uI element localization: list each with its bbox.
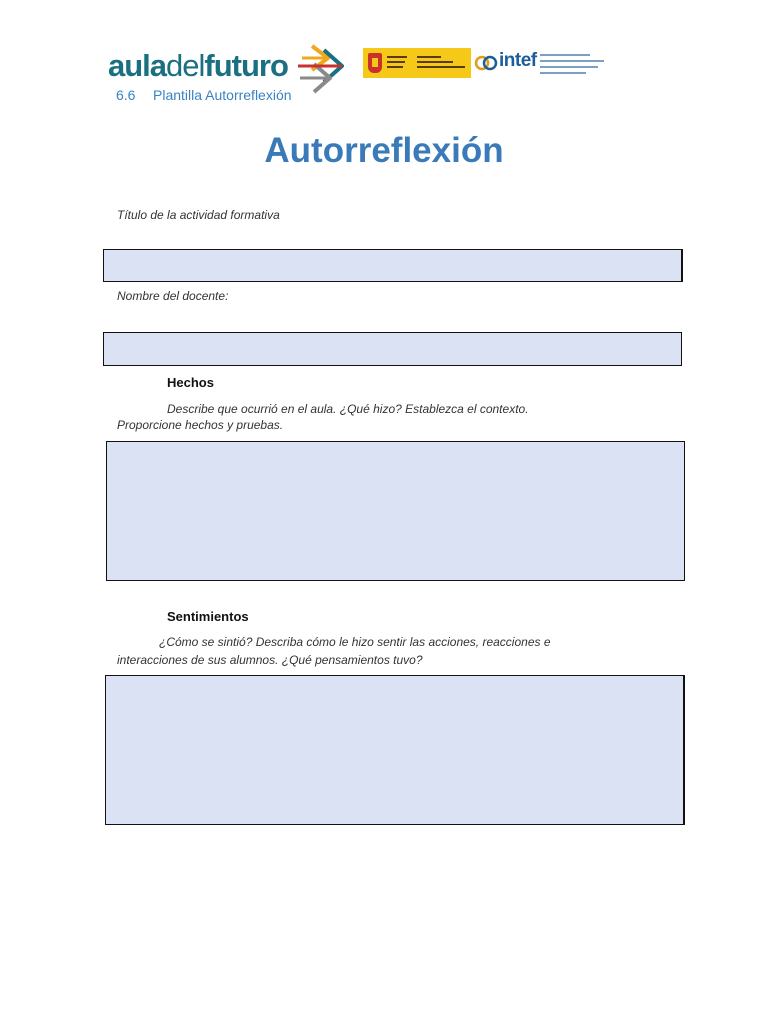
feelings-prompt-line1: ¿Cómo se sintió? Describa cómo le hizo sentir las acciones, reacciones e (159, 635, 551, 649)
facts-prompt-line1: Describe que ocurrió en el aula. ¿Qué hizo? Establezca el contexto. (167, 402, 529, 416)
intef-institute-caption (540, 54, 606, 74)
government-ministry-logo (363, 48, 471, 78)
feelings-prompt-line2: interacciones de sus alumnos. ¿Qué pensamientos tuvo? (117, 653, 423, 667)
aula-del-futuro-logo (108, 48, 288, 84)
section-title: Plantilla Autorreflexión (153, 87, 292, 103)
intef-knot-icon (474, 51, 498, 75)
feelings-textarea[interactable] (105, 675, 685, 825)
logo-word-futuro: futuro (204, 48, 288, 83)
teacher-name-label: Nombre del docente: (117, 289, 229, 303)
activity-title-label: Título de la actividad formativa (117, 208, 280, 222)
section-number: 6.6 (116, 87, 136, 103)
facts-prompt-line2: Proporcione hechos y pruebas. (117, 418, 284, 432)
teacher-name-field[interactable] (103, 332, 682, 366)
facts-heading: Hechos (167, 375, 214, 390)
page-title: Autorreflexión (264, 131, 504, 170)
activity-title-field[interactable] (103, 249, 683, 282)
intef-logo-text: intef (499, 50, 537, 71)
facts-textarea[interactable] (106, 441, 685, 581)
logo-word-del: del (166, 48, 205, 83)
feelings-heading: Sentimientos (167, 609, 249, 624)
coat-of-arms-icon (368, 53, 382, 73)
logo-word-aula: aula (108, 48, 167, 83)
logo-arrows-icon (296, 42, 354, 94)
